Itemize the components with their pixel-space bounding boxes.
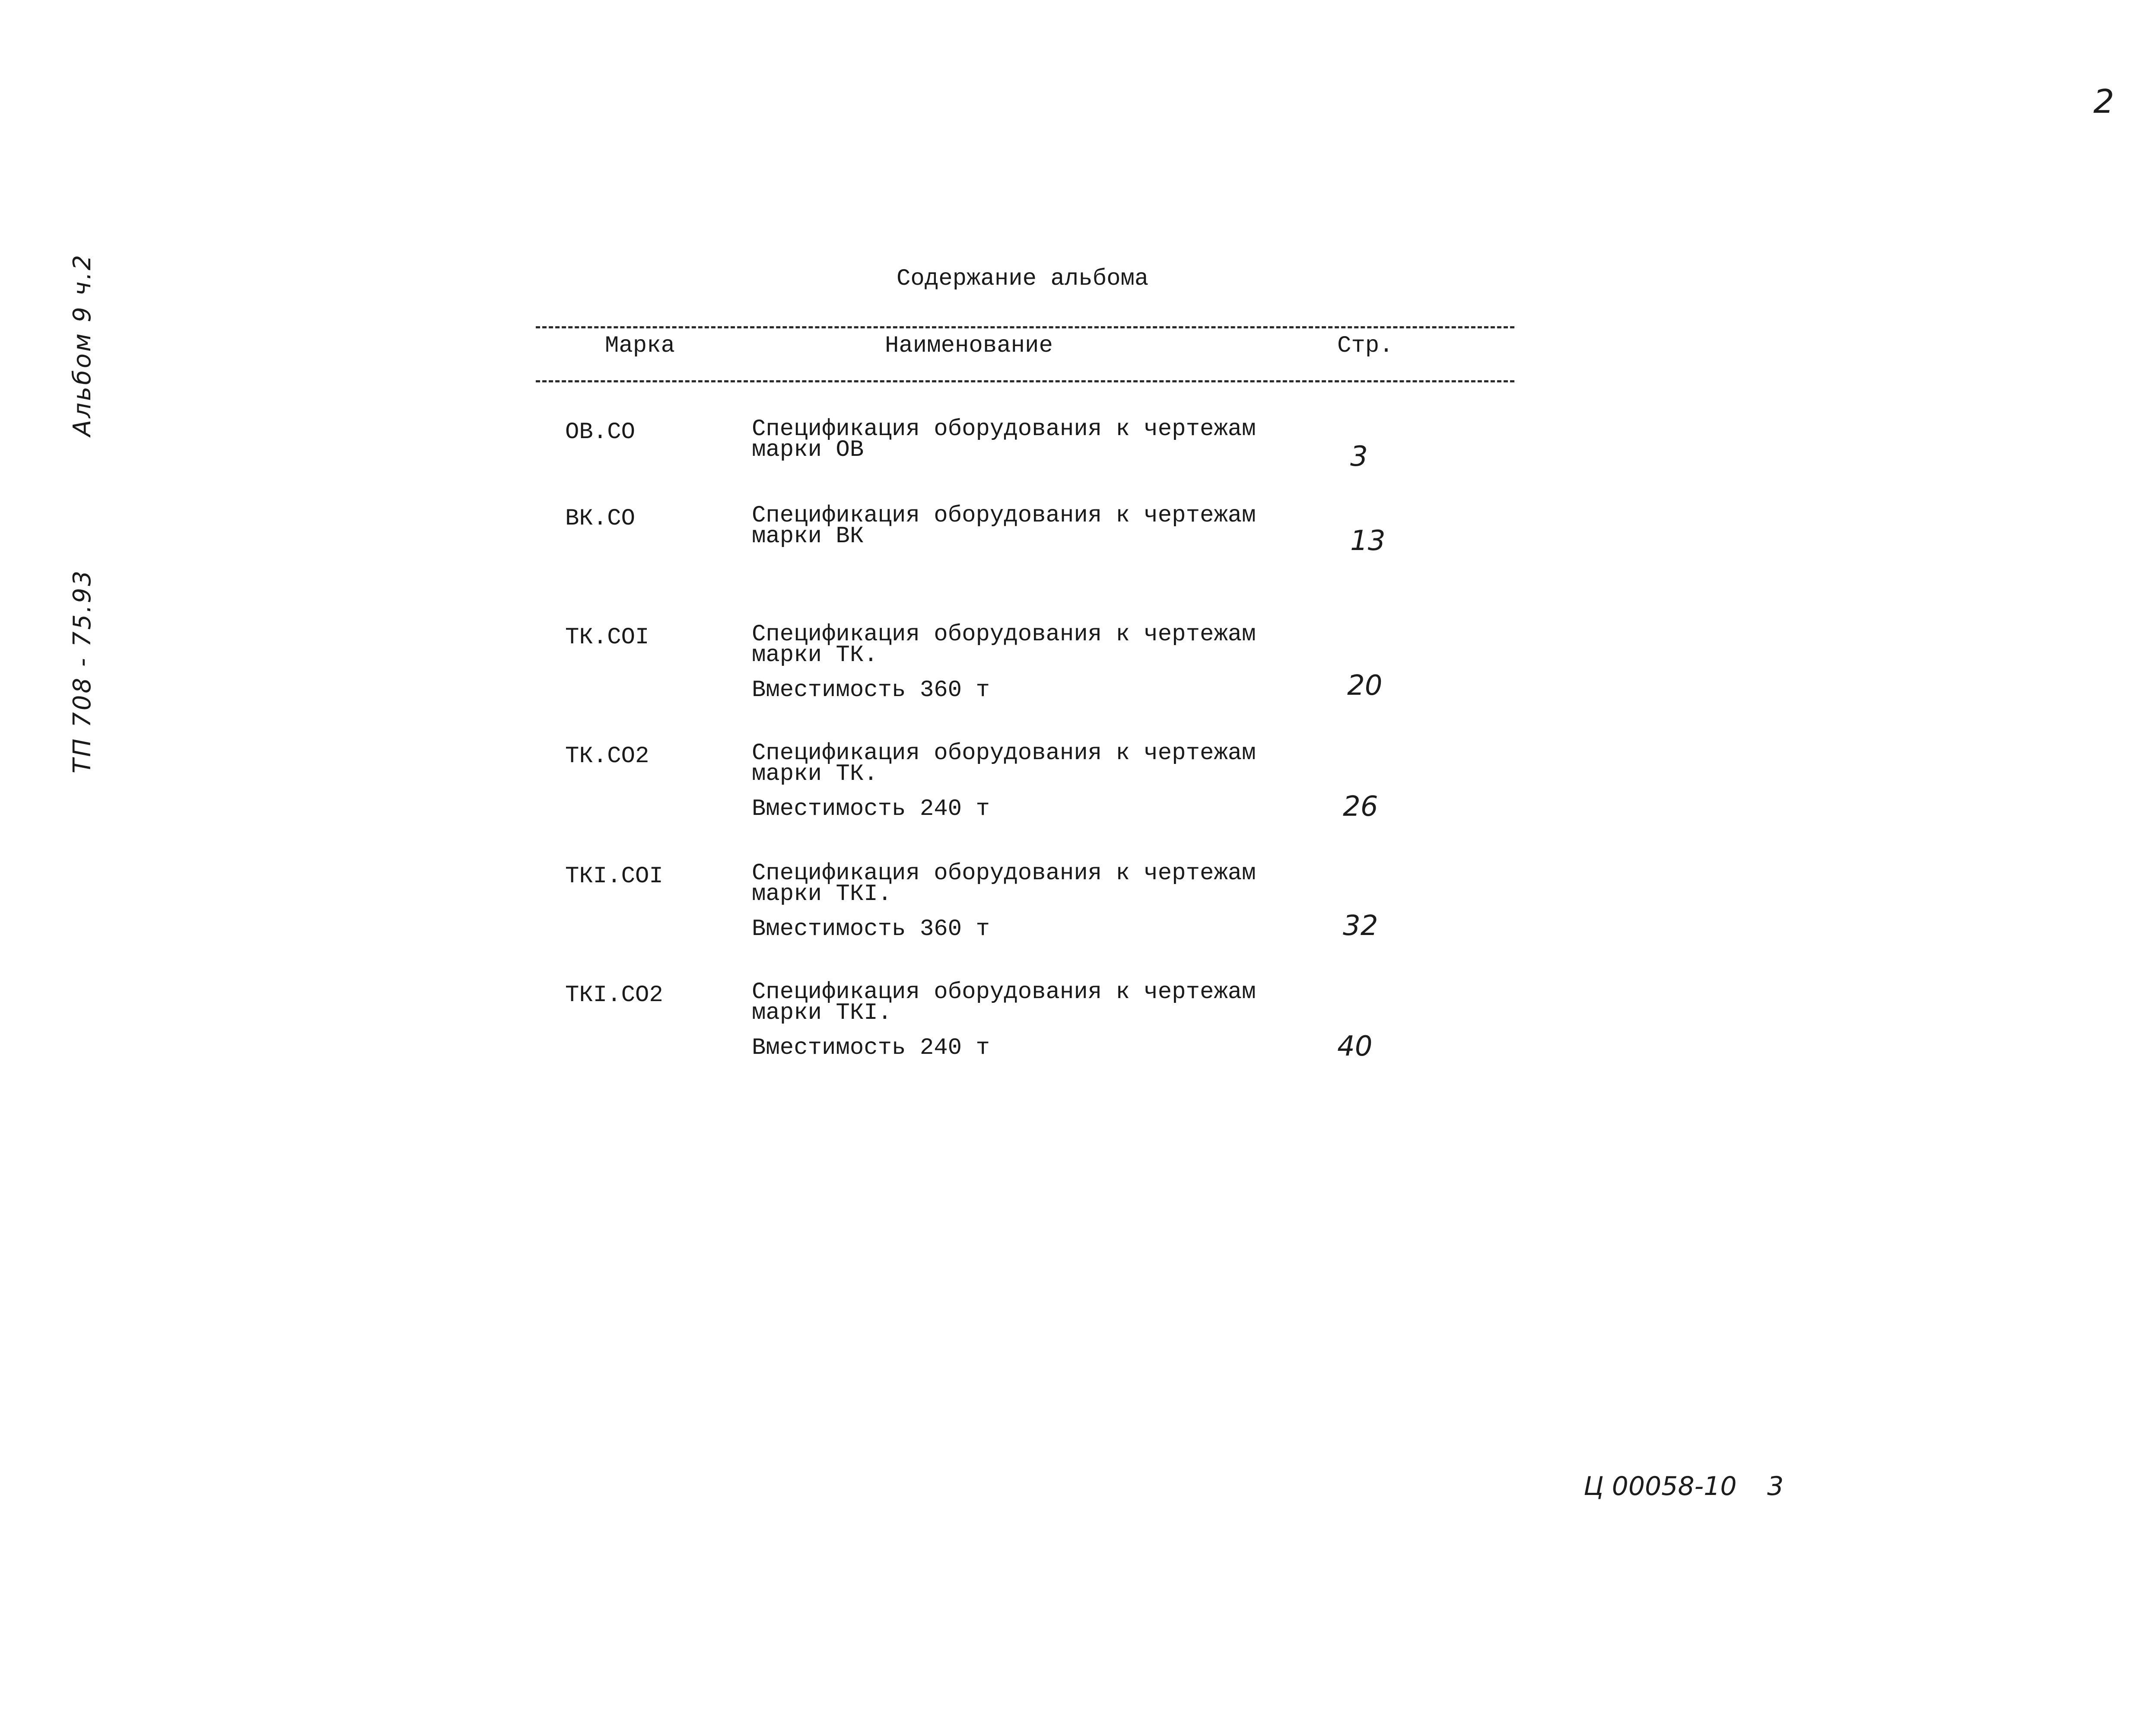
row-name-line2: марки ОВ [752,437,864,463]
row-page: 20 [1347,670,1383,702]
row-name [752,860,1256,907]
row-mark: ТКI.СО2 [565,982,663,1008]
row-name-line1: Спецификация оборудования к чертежам [752,621,1256,648]
row-mark: ТКI.СОI [565,863,663,890]
row-mark: ТК.СОI [565,624,649,651]
document-code: Ц 00058-10 [1584,1471,1737,1501]
row-name-line2: марки ТКI. [752,1000,892,1026]
document-title: Содержание альбома [897,266,1149,292]
row-name-line2: марки ТК. [752,642,878,668]
row-page: 13 [1350,525,1386,557]
header-name: Наименование [885,333,1053,359]
row-name [752,979,1256,1026]
row-capacity: Вместимость 360 т [752,916,990,942]
header-page: Стр. [1337,333,1393,359]
row-name [752,502,1256,550]
table-header-rule [536,380,1514,382]
row-mark: ОВ.СО [565,419,636,445]
row-page: 32 [1343,910,1378,942]
row-name-line1: Спецификация оборудования к чертежам [752,740,1256,766]
table-top-rule [536,326,1514,328]
row-capacity: Вместимость 240 т [752,796,990,822]
row-mark: ТК.СО2 [565,743,649,770]
row-page: 3 [1350,441,1368,473]
row-name-line2: марки ТКI. [752,881,892,907]
row-page: 40 [1337,1030,1373,1062]
header-mark: Марка [605,333,675,359]
row-name-line1: Спецификация оборудования к чертежам [752,416,1256,442]
row-name-line1: Спецификация оборудования к чертежам [752,860,1256,887]
row-name [752,740,1256,787]
row-capacity: Вместимость 360 т [752,677,990,703]
row-name [752,416,1256,463]
album-side-label: Альбом 9 ч.2 [68,253,96,436]
project-side-label: ТП 708 - 75.93 [68,569,96,773]
row-capacity: Вместимость 240 т [752,1035,990,1061]
row-name-line2: марки ВК [752,523,864,550]
row-page: 26 [1343,791,1378,823]
row-name-line1: Спецификация оборудования к чертежам [752,502,1256,529]
row-name [752,621,1256,668]
row-name-line2: марки ТК. [752,761,878,787]
row-name-line1: Спецификация оборудования к чертежам [752,979,1256,1005]
sheet-number: 3 [1767,1471,1784,1501]
row-mark: ВК.СО [565,506,636,532]
page-number: 2 [2093,82,2115,121]
